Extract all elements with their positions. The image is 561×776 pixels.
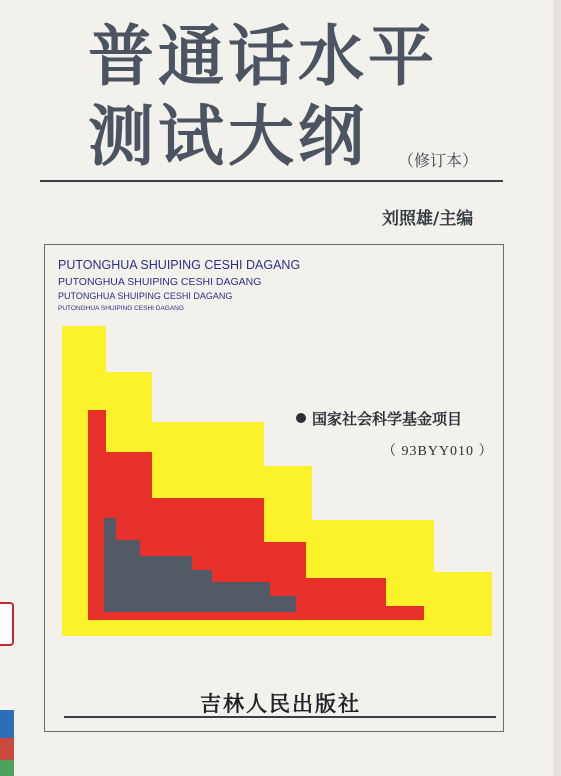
book-title-line-2: 测试大纲	[88, 98, 368, 175]
red-edge-tab	[0, 738, 14, 760]
blue-edge-tab	[0, 710, 14, 738]
pinyin-title-tiny: PUTONGHUA SHUIPING CESHI DAGANG	[58, 305, 184, 312]
bottom-divider	[64, 716, 496, 718]
pinyin-title-medium: PUTONGHUA SHUIPING CESHI DAGANG	[58, 276, 262, 288]
pinyin-title-large: PUTONGHUA SHUIPING CESHI DAGANG	[58, 258, 301, 272]
bullet-icon	[296, 413, 306, 423]
author-label: 刘照雄/主编	[382, 209, 474, 229]
publisher-label: 吉林人民出版社	[200, 692, 361, 716]
green-edge-tab	[0, 760, 14, 776]
scan-edge	[553, 0, 561, 776]
book-title-line-1: 普通话水平	[88, 18, 438, 95]
project-code: （ 93BYY010 ）	[382, 444, 494, 459]
library-sticker	[0, 602, 14, 646]
pinyin-title-small: PUTONGHUA SHUIPING CESHI DAGANG	[58, 291, 233, 301]
funding-project-text: 国家社会科学基金项目	[312, 410, 463, 428]
edition-subtitle: （修订本）	[398, 151, 479, 170]
funding-project-label	[296, 408, 462, 429]
